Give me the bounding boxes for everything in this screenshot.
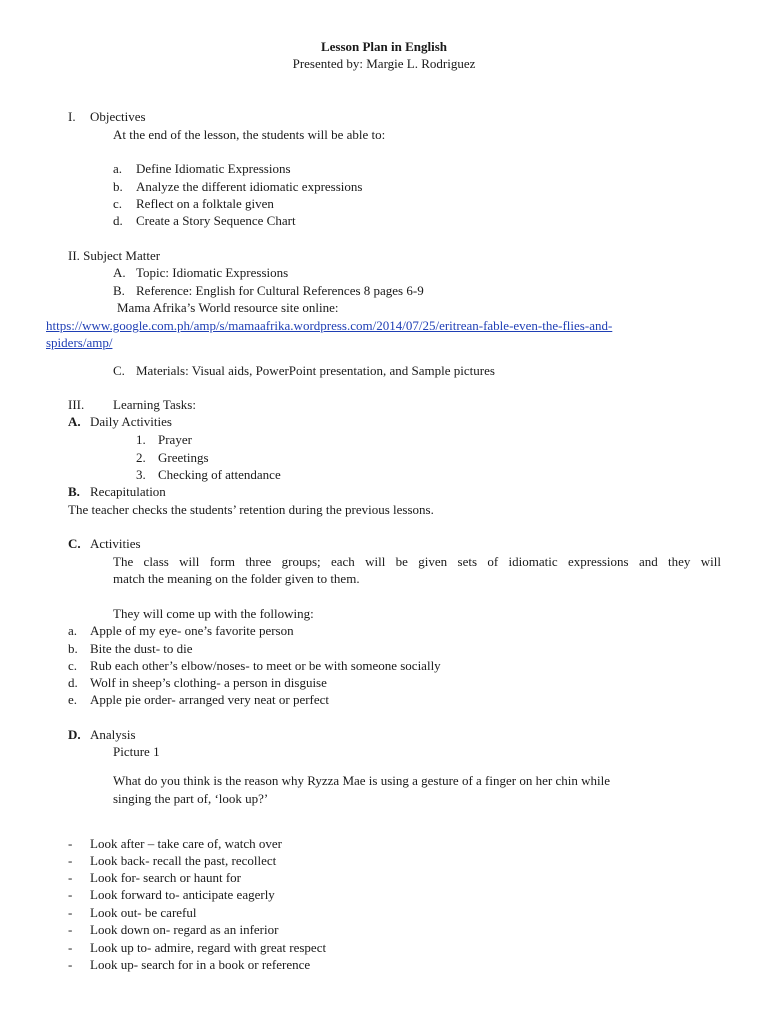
idioms-intro: They will come up with the following: xyxy=(113,606,314,621)
objectives-intro: At the end of the lesson, the students will be able to: xyxy=(113,127,386,142)
list-marker: - xyxy=(68,940,73,955)
list-marker: 2. xyxy=(136,450,146,465)
phrasal-verb-item: Look after – take care of, watch over xyxy=(90,836,283,851)
list-marker: - xyxy=(68,853,73,868)
objective-item: Define Idiomatic Expressions xyxy=(136,161,291,176)
daily-activities-heading: Daily Activities xyxy=(90,414,172,429)
activities-text-continued: match the meaning on the folder given to them. xyxy=(113,571,360,586)
idiom-item: Rub each other’s elbow/noses- to meet or be with someone socially xyxy=(90,658,441,673)
idiom-item: Wolf in sheep’s clothing- a person in disguise xyxy=(90,675,327,690)
idiom-item: Bite the dust- to die xyxy=(90,641,193,656)
objective-item: Create a Story Sequence Chart xyxy=(136,213,296,228)
analysis-question-continued: singing the part of, ‘look up?’ xyxy=(113,791,269,806)
phrasal-verb-item: Look for- search or haunt for xyxy=(90,870,241,885)
subject-matter-heading: II. Subject Matter xyxy=(68,248,161,263)
list-marker: d. xyxy=(68,675,78,690)
list-marker: c. xyxy=(68,658,78,673)
analysis-heading: Analysis xyxy=(90,727,136,742)
list-marker: A. xyxy=(113,265,126,280)
subject-topic: Topic: Idiomatic Expressions xyxy=(136,265,289,280)
analysis-question: What do you think is the reason why Ryzza Mae is using a gesture of a finger on her chin while xyxy=(113,773,610,788)
section-numeral: I. xyxy=(68,109,76,124)
list-marker: C. xyxy=(68,536,81,551)
document-title: Lesson Plan in English xyxy=(320,39,448,54)
activities-text: The class will form three groups; each will be given sets of idiomatic expressions and they will xyxy=(113,554,721,569)
objectives-heading: Objectives xyxy=(90,109,146,124)
list-marker: 1. xyxy=(136,432,146,447)
idiom-item: Apple of my eye- one’s favorite person xyxy=(90,623,294,638)
list-marker: a. xyxy=(68,623,78,638)
list-marker: C. xyxy=(113,363,125,378)
list-marker: c. xyxy=(113,196,123,211)
daily-activity-item: Prayer xyxy=(158,432,192,447)
phrasal-verb-item: Look back- recall the past, recollect xyxy=(90,853,277,868)
list-marker: a. xyxy=(113,161,123,176)
learning-tasks-heading: Learning Tasks: xyxy=(113,397,196,412)
phrasal-verb-item: Look down on- regard as an inferior xyxy=(90,922,279,937)
objective-item: Reflect on a folktale given xyxy=(136,196,274,211)
list-marker: d. xyxy=(113,213,123,228)
resource-note: Mama Afrika’s World resource site online: xyxy=(117,300,339,315)
subject-materials: Materials: Visual aids, PowerPoint presentation, and Sample pictures xyxy=(136,363,495,378)
daily-activity-item: Greetings xyxy=(158,450,209,465)
list-marker: - xyxy=(68,836,73,851)
daily-activity-item: Checking of attendance xyxy=(158,467,281,482)
phrasal-verb-item: Look out- be careful xyxy=(90,905,197,920)
list-marker: B. xyxy=(113,283,125,298)
resource-link[interactable]: https://www.google.com.ph/amp/s/mamaafrika.wordpress.com/2014/07/25/eritrean-fable-even-the-flies-and- xyxy=(46,318,613,333)
list-marker: 3. xyxy=(136,467,146,482)
list-marker: A. xyxy=(68,414,81,429)
list-marker: D. xyxy=(68,727,81,742)
list-marker: b. xyxy=(113,179,123,194)
recapitulation-heading: Recapitulation xyxy=(90,484,166,499)
idiom-item: Apple pie order- arranged very neat or perfect xyxy=(90,692,330,707)
list-marker: b. xyxy=(68,641,78,656)
list-marker: - xyxy=(68,887,73,902)
list-marker: B. xyxy=(68,484,80,499)
resource-link-continued[interactable]: spiders/amp/ xyxy=(46,335,113,350)
activities-heading: Activities xyxy=(90,536,141,551)
picture-label: Picture 1 xyxy=(113,744,160,759)
recapitulation-text: The teacher checks the students’ retention during the previous lessons. xyxy=(68,502,434,517)
presenter-line: Presented by: Margie L. Rodriguez xyxy=(292,56,476,71)
list-marker: - xyxy=(68,922,73,937)
objective-item: Analyze the different idiomatic expressions xyxy=(136,179,363,194)
section-numeral: III. xyxy=(68,397,85,412)
list-marker: - xyxy=(68,870,73,885)
phrasal-verb-item: Look up- search for in a book or reference xyxy=(90,957,311,972)
subject-reference: Reference: English for Cultural References 8 pages 6-9 xyxy=(136,283,424,298)
phrasal-verb-item: Look up to- admire, regard with great respect xyxy=(90,940,327,955)
phrasal-verb-item: Look forward to- anticipate eagerly xyxy=(90,887,275,902)
list-marker: - xyxy=(68,905,73,920)
list-marker: e. xyxy=(68,692,78,707)
list-marker: - xyxy=(68,957,73,972)
